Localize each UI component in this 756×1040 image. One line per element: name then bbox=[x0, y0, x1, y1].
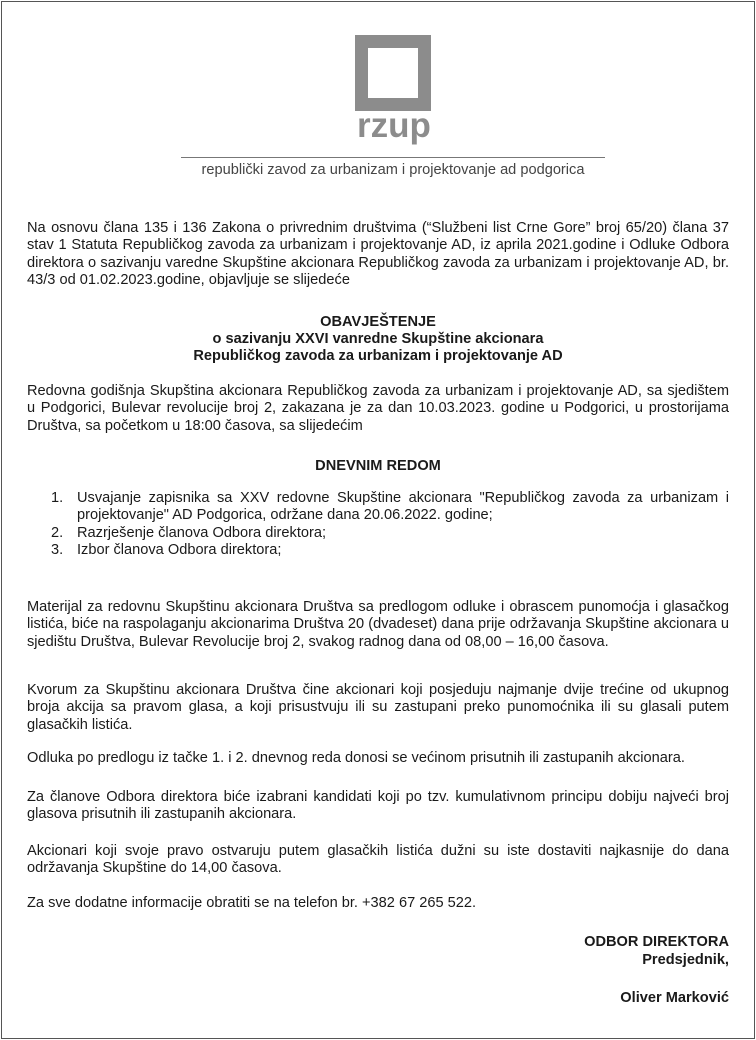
signature-role: Predsjednik, bbox=[642, 952, 729, 968]
logo-wordmark: rzup bbox=[357, 106, 431, 145]
agenda-item bbox=[27, 490, 729, 525]
header-divider bbox=[181, 157, 605, 158]
announcement-paragraph: Redovna godišnja Skupština akcionara Republičkog zavoda za urbanizam i projektovanje AD, sa sjedištem u Podgorici, Bulevar revolucije broj 2, zakazana je za dan 10.03.2023. godine u Podgorici, u prostorijama Društva, sa početkom u 18:00 časova, sa slijedećim bbox=[27, 383, 729, 434]
agenda-item-text: Razrješenje članova Odbora direktora; bbox=[77, 524, 327, 541]
notice-title: OBAVJEŠTENJE bbox=[320, 314, 436, 330]
agenda-item-number: 1. bbox=[51, 490, 64, 506]
materials-paragraph: Materijal za redovnu Skupštinu akcionara Društva sa predlogom odluke i obrascem punomoćja i glasačkog listića, biće na raspolaganju akcionarima Društva 20 (dvadeset) dana prije održavanja Skupštine akcionara u sjedištu Društva, Bulevar Revolucije broj 2, svakog radnog dana od 08,00 – 16,00 časova. bbox=[27, 599, 729, 650]
logo-tagline: republički zavod za urbanizam i projektovanje ad podgorica bbox=[201, 162, 585, 178]
quorum-paragraph: Kvorum za Skupštinu akcionara Društva čine akcionari koji posjeduju najmanje dvije trećine od ukupnog broja akcija sa pravom glasa, a koji prisustvuju ili su zastupani preko punomoćnika ili su glasali putem glasačkih listića. bbox=[27, 682, 729, 733]
notice-subtitle-line-1: o sazivanju XXVI vanredne Skupštine akcionara bbox=[212, 331, 544, 347]
agenda-title: DNEVNIM REDOM bbox=[315, 458, 441, 474]
contact-paragraph: Za sve dodatne informacije obratiti se na telefon br. +382 67 265 522. bbox=[27, 895, 477, 911]
agenda-item bbox=[27, 542, 729, 559]
ballots-paragraph: Akcionari koji svoje pravo ostvaruju putem glasačkih listića dužni su iste dostaviti najkasnije do dana održavanja Skupštine do 14,00 časova. bbox=[27, 843, 729, 877]
agenda-item-text: Usvajanje zapisnika sa XXV redovne Skupštine akcionara "Republičkog zavoda za urbanizam i projektovanje" AD Podgorica, održane dana 20.06.2022. godine; bbox=[77, 490, 729, 524]
notice-subtitle-line-2: Republičkog zavoda za urbanizam i projektovanje AD bbox=[193, 348, 563, 364]
agenda-item-text: Izbor članova Odbora direktora; bbox=[77, 542, 282, 559]
signature-name: Oliver Marković bbox=[620, 990, 729, 1006]
agenda-item bbox=[27, 525, 729, 542]
intro-paragraph: Na osnovu člana 135 i 136 Zakona o privrednim društvima (“Službeni list Crne Gore” broj 65/20) člana 37 stav 1 Statuta Republičkog zavoda za urbanizam i projektovanje AD, iz aprila 2021.godine i Odluke Odbora direktora o sazivanju varedne Skupštine akcionara Republičkog zavoda za urbanizam i projektovanje AD, br. 43/3 od 01.02.2023.godine, objavljuje se slijedeće bbox=[27, 220, 729, 289]
agenda-list bbox=[27, 490, 729, 560]
rzup-logo-square-icon bbox=[355, 35, 431, 111]
agenda-item-number: 2. bbox=[51, 524, 64, 541]
decision-paragraph: Odluka po predlogu iz tačke 1. i 2. dnevnog reda donosi se većinom prisutnih ili zastupanih akcionara. bbox=[27, 750, 685, 766]
election-paragraph: Za članove Odbora direktora biće izabrani kandidati koji po tzv. kumulativnom principu dobiju najveći broj glasova prisutnih ili zastupanih akcionara. bbox=[27, 789, 729, 823]
agenda-item-number: 3. bbox=[51, 542, 64, 559]
signature-board: ODBOR DIREKTORA bbox=[584, 934, 729, 950]
